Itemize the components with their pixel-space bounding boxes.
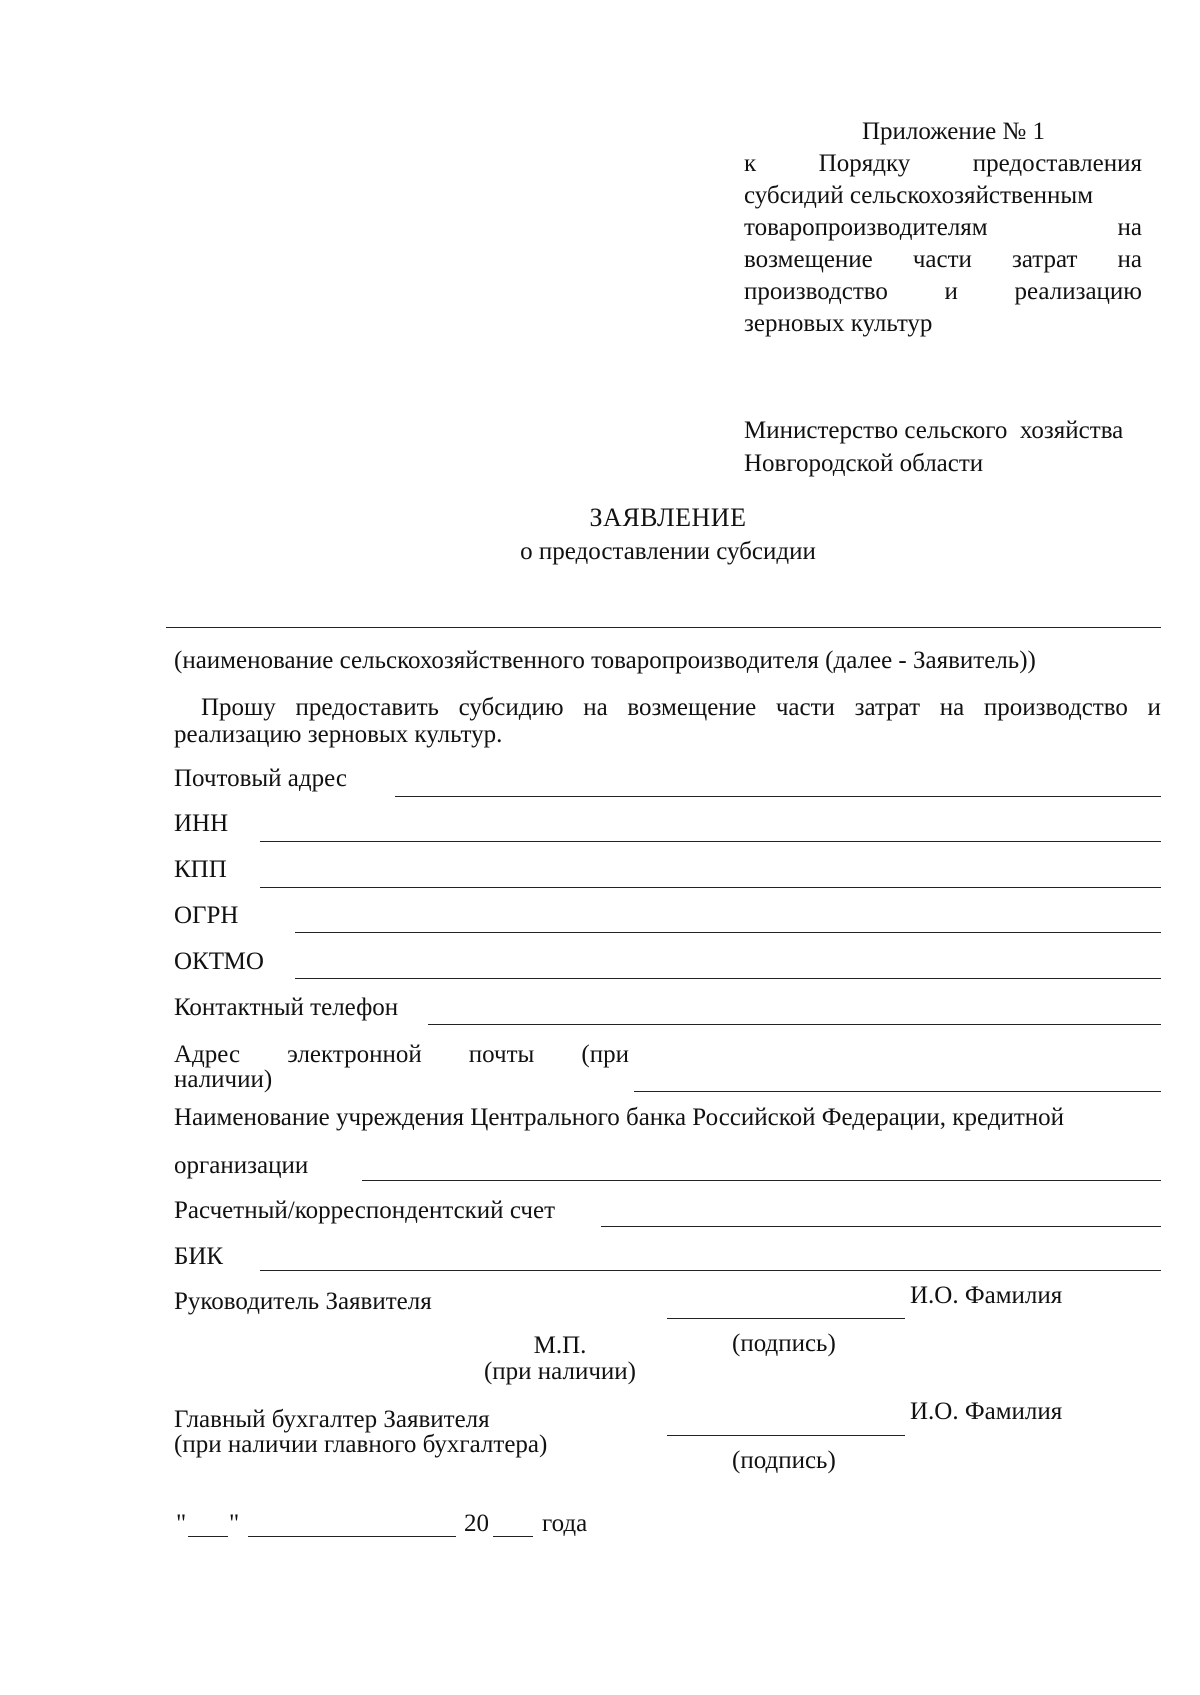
postal-address-label: Почтовый адрес — [174, 765, 347, 792]
email-label-word: почты — [468, 1041, 535, 1068]
request-word: производство — [983, 694, 1128, 721]
postal-address-field[interactable] — [395, 796, 1161, 797]
phone-field[interactable] — [428, 1024, 1161, 1025]
oktmo-field[interactable] — [295, 978, 1161, 979]
accountant-signature-field[interactable] — [667, 1435, 905, 1436]
request-word: на — [583, 694, 608, 721]
inn-field[interactable] — [260, 841, 1161, 842]
accountant-label-line-1: Главный бухгалтер Заявителя — [174, 1406, 490, 1433]
email-label-word: электронной — [287, 1041, 422, 1068]
request-word: Прошу — [201, 694, 276, 721]
date-year-field[interactable] — [493, 1536, 533, 1537]
request-word: части — [775, 694, 835, 721]
applicant-name-line[interactable] — [166, 627, 1161, 628]
kpp-field[interactable] — [260, 887, 1161, 888]
request-word: затрат — [854, 694, 921, 721]
appendix-word: Порядку — [818, 150, 911, 177]
appendix-word: затрат — [1011, 246, 1078, 273]
date-month-field[interactable] — [248, 1536, 456, 1537]
email-label-line-2: наличии) — [174, 1066, 273, 1093]
applicant-caption: (наименование сельскохозяйственного товаропроизводителя (далее - Заявитель)) — [174, 647, 1036, 674]
appendix-line-6: зерновых культур — [744, 310, 933, 337]
oktmo-label: ОКТМО — [174, 948, 264, 975]
kpp-label: КПП — [174, 856, 227, 883]
date-quote-close: " — [229, 1510, 240, 1537]
head-signature-caption: (подпись) — [732, 1330, 836, 1357]
appendix-line-4 — [744, 244, 1142, 275]
head-label: Руководитель Заявителя — [174, 1288, 432, 1315]
inn-label: ИНН — [174, 810, 229, 837]
ogrn-label: ОГРН — [174, 902, 239, 929]
date-year-prefix: 20 — [464, 1510, 489, 1537]
bank-label-line-2: организации — [174, 1152, 309, 1179]
ogrn-field[interactable] — [295, 932, 1161, 933]
date-day-field[interactable] — [188, 1536, 228, 1537]
appendix-word: и — [944, 278, 958, 305]
request-word: на — [939, 694, 965, 721]
appendix-line-1 — [744, 148, 1142, 179]
request-word: субсидию — [458, 694, 564, 721]
appendix-word: на — [1117, 246, 1142, 273]
request-word: возмещение — [627, 694, 757, 721]
bik-label: БИК — [174, 1243, 224, 1270]
date-quote-open: " — [176, 1510, 187, 1537]
appendix-line-5 — [744, 276, 1142, 307]
appendix-word: на — [1117, 214, 1142, 241]
bank-label-line-1: Наименование учреждения Центрального банка Российской Федерации, кредитной — [174, 1104, 1065, 1131]
date-year-suffix: года — [542, 1510, 588, 1537]
document-title: ЗАЯВЛЕНИЕ — [589, 503, 747, 532]
accountant-label-line-2: (при наличии главного бухгалтера) — [174, 1431, 548, 1458]
phone-label: Контактный телефон — [174, 994, 399, 1021]
appendix-word: части — [912, 246, 972, 273]
addressee-line-2: Новгородской области — [744, 450, 984, 477]
bank-name-field[interactable] — [362, 1180, 1161, 1181]
appendix-word: товаропроизводителям — [744, 214, 988, 241]
email-label-word: (при — [581, 1041, 629, 1068]
request-word: и — [1147, 694, 1161, 721]
appendix-line-2: субсидий сельскохозяйственным — [744, 182, 1094, 209]
appendix-word: реализацию — [1014, 278, 1142, 305]
appendix-word: предоставления — [972, 150, 1142, 177]
appendix-word: возмещение — [744, 246, 873, 273]
stamp-label: М.П. — [533, 1332, 587, 1359]
head-name: И.О. Фамилия — [910, 1282, 1063, 1309]
request-line-2: реализацию зерновых культур. — [174, 721, 503, 748]
appendix-line-3 — [744, 212, 1142, 243]
accountant-name: И.О. Фамилия — [910, 1398, 1063, 1425]
account-label: Расчетный/корреспондентский счет — [174, 1197, 556, 1224]
request-word: предоставить — [295, 694, 439, 721]
appendix-word: к — [744, 150, 757, 177]
head-signature-field[interactable] — [667, 1318, 905, 1319]
stamp-note: (при наличии) — [483, 1358, 637, 1385]
email-label-word: Адрес — [174, 1041, 241, 1068]
email-field[interactable] — [634, 1091, 1161, 1092]
document-subtitle: о предоставлении субсидии — [520, 538, 816, 565]
accountant-signature-caption: (подпись) — [732, 1447, 836, 1474]
bik-field[interactable] — [260, 1270, 1161, 1271]
account-field[interactable] — [601, 1226, 1161, 1227]
appendix-heading: Приложение № 1 — [862, 118, 1046, 145]
appendix-word: производство — [744, 278, 888, 305]
addressee-line-1: Министерство сельского хозяйства — [744, 417, 1124, 444]
